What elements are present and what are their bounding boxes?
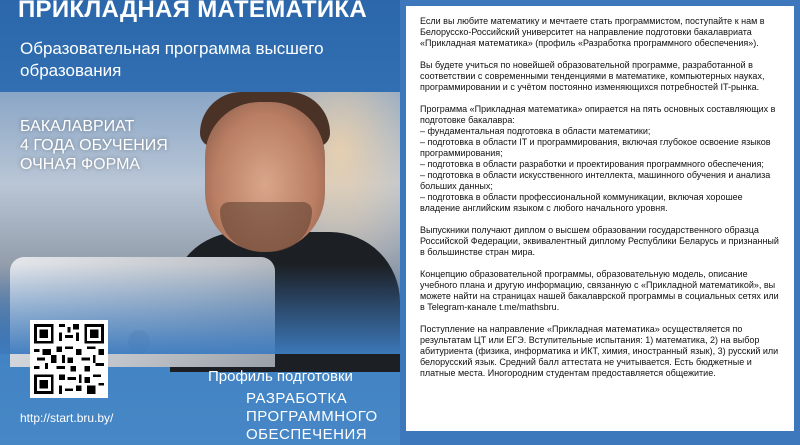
profile-name: РАЗРАБОТКА ПРОГРАММНОГО ОБЕСПЕЧЕНИЯ — [246, 390, 378, 443]
description-card — [406, 6, 794, 431]
diploma-paragraph: Выпускники получают диплом о высшем образовании государственного образца Российской Федерации, эквивалентный диплому Республики Беларусь и признанный в большинстве стран мира. — [420, 225, 779, 257]
study-form: ОЧНАЯ ФОРМА — [20, 156, 141, 173]
right-panel — [400, 0, 800, 445]
program-title: ПРИКЛАДНАЯ МАТЕМАТИКА — [18, 0, 368, 23]
component-item: – подготовка в области IT и программирования, включая глубокое освоение языков программирования; — [420, 137, 771, 158]
concept-paragraph: Концепцию образовательной программы, образовательную модель, описание учебного плана и другую информацию, связанную с «Прикладной математикой», вы можете найти на страницах нашей бакалаврской программы в социальных сетях или в Telegram-канале t.me/mathsbru. — [420, 269, 779, 312]
components-intro: Программа «Прикладная математика» опирается на пять основных составляющих в подготовке бакалавра: — [420, 104, 776, 125]
qr-code-icon[interactable] — [30, 320, 108, 398]
component-item: – подготовка в области профессиональной коммуникации, включая хорошее владение английским языком с любого начального уровня. — [420, 192, 743, 213]
program-facts — [20, 117, 220, 174]
component-item: – фундаментальная подготовка в области математики; — [420, 126, 651, 136]
profile-label: Профиль подготовки — [208, 368, 353, 385]
intro-paragraph: Если вы любите математику и мечтаете стать программистом, поступайте к нам в Белорусско-Российский университет на направление подготовки бакалавриата «Прикладная математика» (профиль «Разработка программного обеспечения»). — [420, 16, 765, 48]
study-duration: 4 ГОДА ОБУЧЕНИЯ — [20, 137, 168, 154]
website-link[interactable]: http://start.bru.by/ — [20, 411, 114, 425]
component-item: – подготовка в области искусственного интеллекта, машинного обучения и анализа больших данных; — [420, 170, 771, 191]
admission-paragraph: Поступление на направление «Прикладная математика» осуществляется по результатам ЦТ или ЕГЭ. Вступительные испытания: 1) математика, 2) на выбор абитуриента (физика, информатика и ИКТ, химия, иностранный язык), 3) русский или белорусский язык. Средний балл аттестата не учитывается. Есть бюджетные и платные места. Иногородним студентам предоставляется общежитие. — [420, 324, 779, 378]
component-item: – подготовка в области разработки и проектирования программного обеспечения; — [420, 159, 764, 169]
degree-level: БАКАЛАВРИАТ — [20, 118, 135, 135]
components-paragraph — [420, 104, 780, 214]
program-subtitle: Образовательная программа высшего образования — [20, 39, 324, 80]
modern-program-paragraph: Вы будете учиться по новейшей образовательной программе, разработанной в соответствии с современными тенденциями в математике, компьютерных науках, программировании и с учётом постоянно изменяющихся потребностей IT-рынка. — [420, 60, 765, 92]
